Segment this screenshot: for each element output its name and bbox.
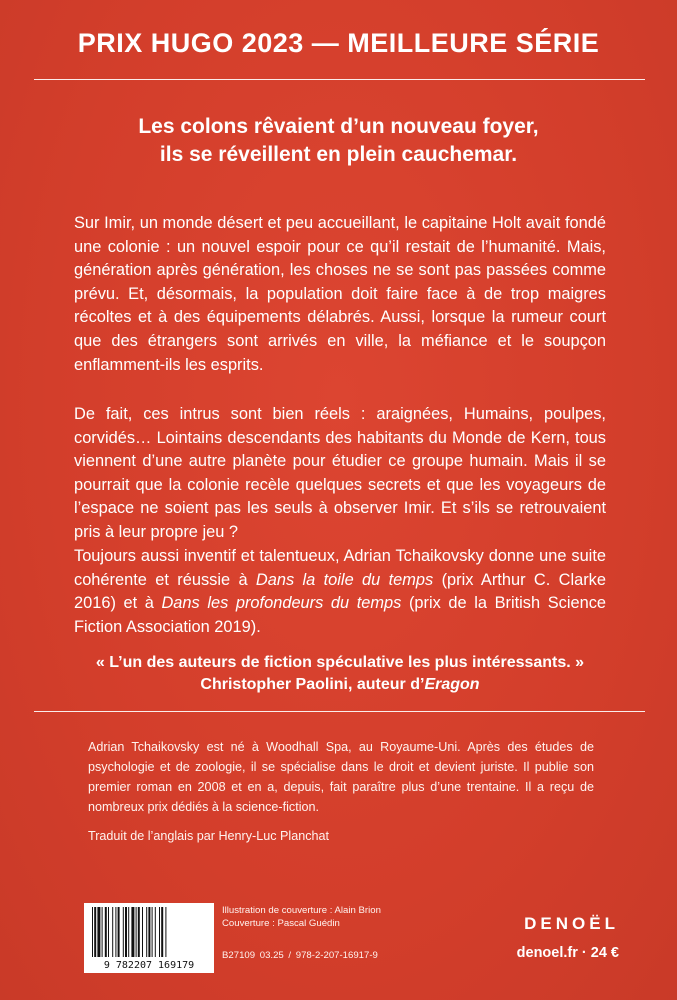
publisher-logo: DENOËL <box>524 914 619 933</box>
barcode-icon <box>90 907 208 959</box>
award-banner: PRIX HUGO 2023 — MEILLEURE SÉRIE <box>77 28 600 58</box>
illustration-credit: Illustration de couverture : Alain Brion <box>222 905 381 916</box>
website-price: denoel.fr · 24 € <box>516 945 619 961</box>
tagline-line-1: Les colons rêvaient d’un nouveau foyer, <box>138 115 539 138</box>
translator-credit: Traduit de l’anglais par Henry-Luc Planchat <box>88 829 330 843</box>
quote-work: Eragon <box>424 676 480 693</box>
synopsis-paragraph-2: De fait, ces intrus sont bien réels : araignées, Humains, poulpes, corvidés… Lointains descendants des habitants du Monde de Kern, tous viennent d’une autre planète pour étudier ce groupe humain. Mais il se pourrait que la colonie recèle quelques secrets et que les voyageurs de l’espace ne soient pas les seuls à observer Imir. Et s’ils se retrouvaient pris à leur propre jeu ? <box>74 405 606 541</box>
cover-credits <box>222 904 381 930</box>
quote-text: « L’un des auteurs de fiction spéculative les plus intéressants. » <box>95 654 585 671</box>
catalog-number: B27109 03.25 / 978-2-207-16917-9 <box>222 950 378 961</box>
p3-text-1: Toujours aussi inventif et talentueux, Adrian Tchaikovsky donne une suite cohérente et réussie à <box>74 547 606 589</box>
book-title-1: Dans la toile du temps <box>255 570 434 589</box>
book-title-2: Dans les profondeurs du temps <box>161 594 402 613</box>
divider-top <box>34 79 645 80</box>
barcode-digits: 9 782207 169179 <box>103 960 195 971</box>
synopsis-paragraph-3 <box>74 545 606 639</box>
author-bio: Adrian Tchaikovsky est né à Woodhall Spa, au Royaume-Uni. Après des études de psychologie et de zoologie, il se spécialise dans le droit et devient juriste. Il publie son premier roman en 2008 et en a, depuis, fait paraître plus d’une trentaine. Il a reçu de nombreux prix dédiés à la science-fiction. <box>88 740 594 814</box>
synopsis-paragraph-1: Sur Imir, un monde désert et peu accueillant, le capitaine Holt avait fondé une colonie : un nouvel espoir pour ce qu’il restait de l’humanité. Mais, génération après génération, les choses ne se sont pas passées comme prévu. Et, désormais, la population doit faire face à de trop maigres récoltes et à des équipements délabrés. Aussi, lorsque la rumeur court que des étrangers sont arrivés en ville, la méfiance et le soupçon enflamment-ils les esprits. <box>74 214 606 374</box>
cover-design-credit: Couverture : Pascal Guédin <box>222 918 340 929</box>
p3-text-2: (prix Arthur C. Clarke 2016) et à <box>74 570 606 613</box>
quote-author: Christopher Paolini, auteur d’ <box>200 676 425 693</box>
divider-bottom <box>34 711 645 712</box>
endorsement-quote <box>80 652 600 696</box>
p3-text-3: (prix de la British Science Fiction Association 2019). <box>74 594 607 636</box>
tagline-line-2: ils se réveillent en plein cauchemar. <box>159 143 518 166</box>
tagline <box>60 113 617 169</box>
isbn-barcode <box>84 903 214 973</box>
quote-attribution <box>80 674 600 696</box>
